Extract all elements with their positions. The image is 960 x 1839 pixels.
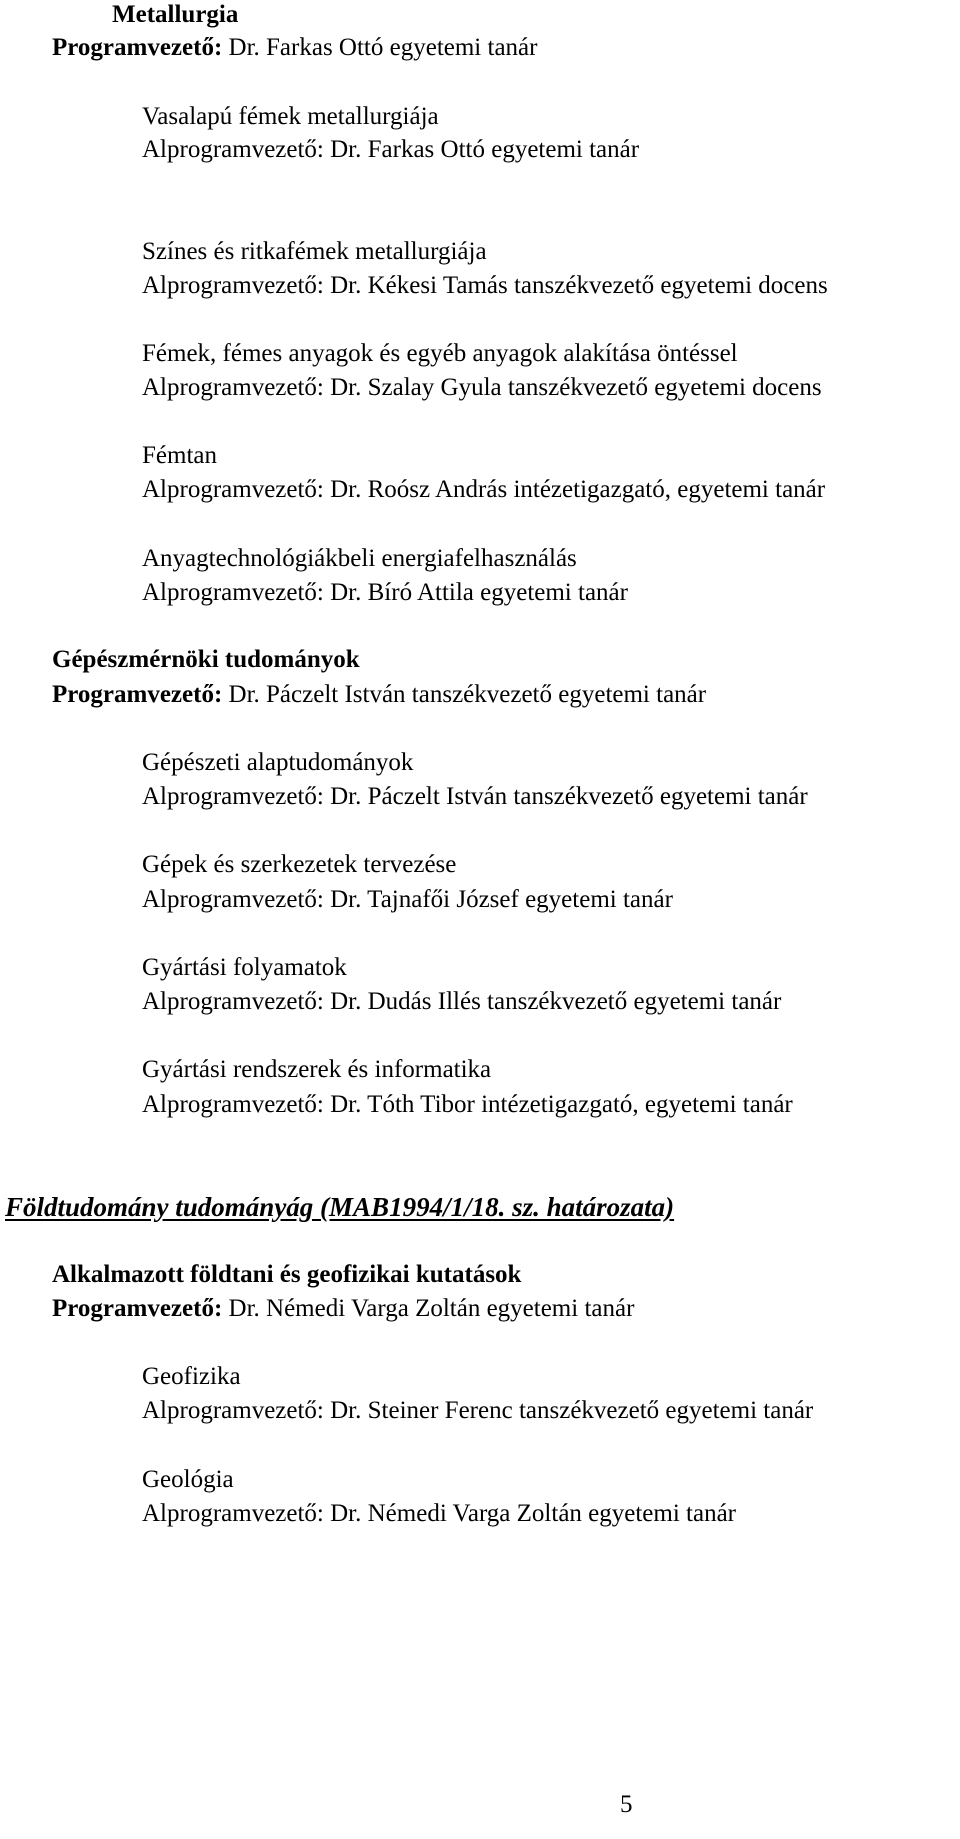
subprogram-leader: Alprogramvezető: Dr. Szalay Gyula tanszékvezető egyetemi docens bbox=[142, 374, 822, 401]
program-leader: Dr. Páczelt István tanszékvezető egyetemi tanár bbox=[222, 681, 707, 708]
program-leader-line bbox=[52, 680, 706, 710]
subprogram-leader: Alprogramvezető: Dr. Némedi Varga Zoltán egyetemi tanár bbox=[142, 1500, 737, 1527]
branch-heading: Földtudomány tudományág (MAB1994/1/18. sz. határozata) bbox=[5, 1192, 675, 1222]
section-title: Alkalmazott földtani és geofizikai kutatások bbox=[52, 1261, 522, 1288]
program-leader: Dr. Némedi Varga Zoltán egyetemi tanár bbox=[222, 1295, 635, 1322]
section-title: Gépészmérnöki tudományok bbox=[52, 646, 360, 673]
subprogram-name: Gyártási folyamatok bbox=[142, 954, 347, 981]
program-label: Programvezető: bbox=[52, 681, 223, 708]
program-leader-line bbox=[52, 33, 537, 63]
subprogram-leader: Alprogramvezető: Dr. Páczelt István tanszékvezető egyetemi tanár bbox=[142, 783, 808, 810]
subprogram-name: Színes és ritkafémek metallurgiája bbox=[142, 238, 487, 265]
subprogram-name: Geológia bbox=[142, 1466, 234, 1493]
subprogram-leader: Alprogramvezető: Dr. Tajnafői József egyetemi tanár bbox=[142, 886, 673, 913]
subprogram-leader: Alprogramvezető: Dr. Kékesi Tamás tanszékvezető egyetemi docens bbox=[142, 272, 828, 299]
subprogram-name: Fémek, fémes anyagok és egyéb anyagok alakítása öntéssel bbox=[142, 340, 738, 367]
subprogram-name: Gépészeti alaptudományok bbox=[142, 749, 414, 776]
subprogram-name: Anyagtechnológiákbeli energiafelhasználás bbox=[142, 545, 577, 572]
program-leader-line bbox=[52, 1294, 634, 1324]
subprogram-name: Geofizika bbox=[142, 1363, 241, 1390]
section-title: Metallurgia bbox=[112, 1, 239, 28]
subprogram-leader: Alprogramvezető: Dr. Steiner Ferenc tanszékvezető egyetemi tanár bbox=[142, 1397, 814, 1424]
program-label: Programvezető: bbox=[52, 1295, 223, 1322]
subprogram-name: Gépek és szerkezetek tervezése bbox=[142, 851, 457, 878]
page-number: 5 bbox=[620, 1791, 633, 1818]
subprogram-leader: Alprogramvezető: Dr. Bíró Attila egyetemi tanár bbox=[142, 579, 628, 606]
subprogram-leader: Alprogramvezető: Dr. Roósz András intézetigazgató, egyetemi tanár bbox=[142, 476, 826, 503]
subprogram-leader: Alprogramvezető: Dr. Tóth Tibor intézetigazgató, egyetemi tanár bbox=[142, 1091, 793, 1118]
subprogram-name: Gyártási rendszerek és informatika bbox=[142, 1056, 492, 1083]
program-leader: Dr. Farkas Ottó egyetemi tanár bbox=[222, 34, 538, 61]
subprogram-name: Vasalapú fémek metallurgiája bbox=[142, 103, 439, 130]
subprogram-leader: Alprogramvezető: Dr. Dudás Illés tanszékvezető egyetemi tanár bbox=[142, 988, 782, 1015]
subprogram-leader: Alprogramvezető: Dr. Farkas Ottó egyetemi tanár bbox=[142, 136, 640, 163]
subprogram-name: Fémtan bbox=[142, 442, 217, 469]
program-label: Programvezető: bbox=[52, 34, 223, 61]
